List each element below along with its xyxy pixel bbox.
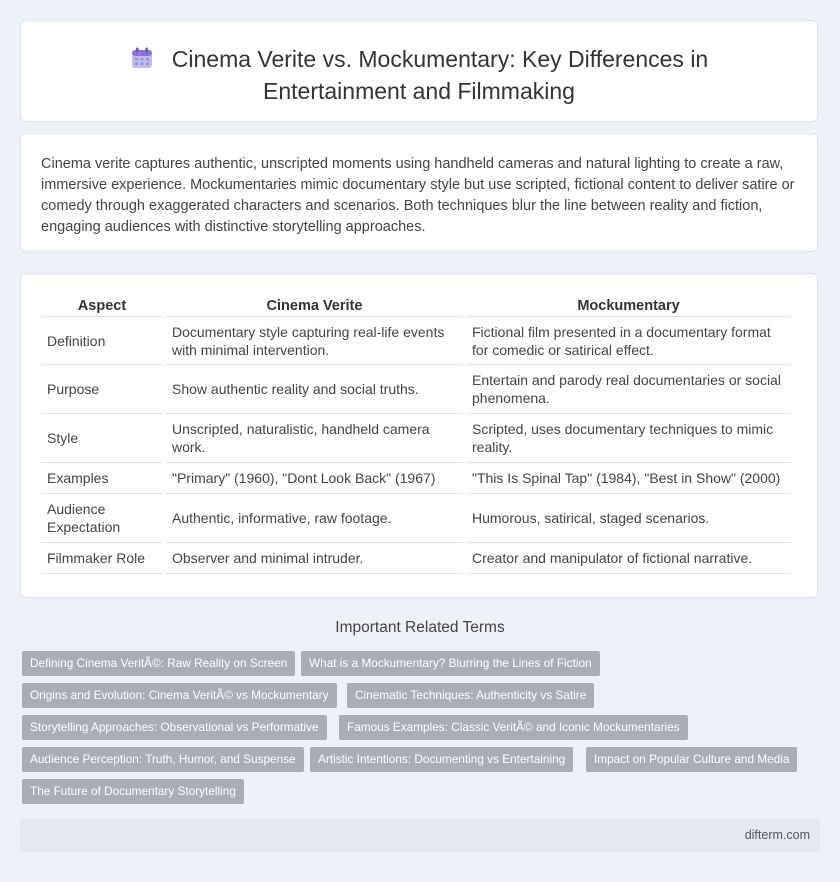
table-row xyxy=(41,543,791,574)
cell-mockumentary: Humorous, satirical, staged scenarios. xyxy=(466,494,791,543)
related-term-tag[interactable]: Storytelling Approaches: Observational vs Performative xyxy=(22,715,327,740)
comparison-card xyxy=(20,273,818,598)
table-row xyxy=(41,317,791,365)
footer xyxy=(20,818,820,852)
related-term-tag[interactable]: Famous Examples: Classic VeritÃ© and Iconic Mockumentaries xyxy=(339,715,688,740)
table-header-row xyxy=(41,294,791,317)
related-term-tag[interactable]: What is a Mockumentary? Blurring the Lines of Fiction xyxy=(301,651,600,676)
table-row xyxy=(41,414,791,463)
related-terms-title: Important Related Terms xyxy=(335,619,505,636)
cell-cinema-verite: Show authentic reality and social truths. xyxy=(166,365,463,414)
cell-mockumentary: Creator and manipulator of fictional narrative. xyxy=(466,543,791,574)
cell-aspect: Audience Expectation xyxy=(41,494,163,543)
related-term-tag[interactable]: Impact on Popular Culture and Media xyxy=(586,747,797,772)
related-term-tag[interactable]: The Future of Documentary Storytelling xyxy=(22,779,244,804)
footer-site-link[interactable]: difterm.com xyxy=(744,828,810,842)
cell-cinema-verite: Documentary style capturing real-life events with minimal intervention. xyxy=(166,317,463,365)
table-row xyxy=(41,365,791,414)
intro-text: Cinema verite captures authentic, unscripted moments using handheld cameras and natural lighting to create a raw, immersive experience. Mockumentaries mimic documentary style but use scripted, fictional content to deliver satire or comedy through exaggerated characters and scenarios. Both techniques blur the line between reality and fiction, engaging audiences with distinctive storytelling approaches. xyxy=(41,156,795,235)
cell-cinema-verite: Unscripted, naturalistic, handheld camera work. xyxy=(166,414,463,463)
comparison-table xyxy=(38,294,794,574)
cell-aspect: Style xyxy=(41,414,163,463)
table-row xyxy=(41,494,791,543)
cell-aspect: Definition xyxy=(41,317,163,365)
cell-cinema-verite: "Primary" (1960), "Dont Look Back" (1967) xyxy=(166,463,463,494)
title-line-2: Entertainment and Filmmaking xyxy=(263,78,575,104)
page-title xyxy=(21,21,817,106)
cell-aspect: Purpose xyxy=(41,365,163,414)
calendar-icon xyxy=(130,46,154,77)
table-row xyxy=(41,463,791,494)
related-term-tag[interactable]: Artistic Intentions: Documenting vs Entertaining xyxy=(310,747,573,772)
related-term-tag[interactable]: Origins and Evolution: Cinema VeritÃ© vs Mockumentary xyxy=(22,683,337,708)
title-line-1: Cinema Verite vs. Mockumentary: Key Differences in xyxy=(171,46,709,72)
intro-card xyxy=(20,133,818,252)
cell-mockumentary: "This Is Spinal Tap" (1984), "Best in Show" (2000) xyxy=(466,463,791,494)
related-term-tag[interactable]: Audience Perception: Truth, Humor, and Suspense xyxy=(22,747,304,772)
cell-aspect: Filmmaker Role xyxy=(41,543,163,574)
related-term-tag[interactable]: Defining Cinema VeritÃ©: Raw Reality on Screen xyxy=(22,651,295,676)
cell-cinema-verite: Observer and minimal intruder. xyxy=(166,543,463,574)
header-aspect: Aspect xyxy=(41,294,163,317)
header-card xyxy=(20,20,818,122)
cell-mockumentary: Entertain and parody real documentaries or social phenomena. xyxy=(466,365,791,414)
header-cinema-verite: Cinema Verite xyxy=(166,294,463,317)
cell-mockumentary: Fictional film presented in a documentary format for comedic or satirical effect. xyxy=(466,317,791,365)
cell-mockumentary: Scripted, uses documentary techniques to mimic reality. xyxy=(466,414,791,463)
cell-aspect: Examples xyxy=(41,463,163,494)
header-mockumentary: Mockumentary xyxy=(466,294,791,317)
related-term-tag[interactable]: Cinematic Techniques: Authenticity vs Satire xyxy=(347,683,594,708)
cell-cinema-verite: Authentic, informative, raw footage. xyxy=(166,494,463,543)
